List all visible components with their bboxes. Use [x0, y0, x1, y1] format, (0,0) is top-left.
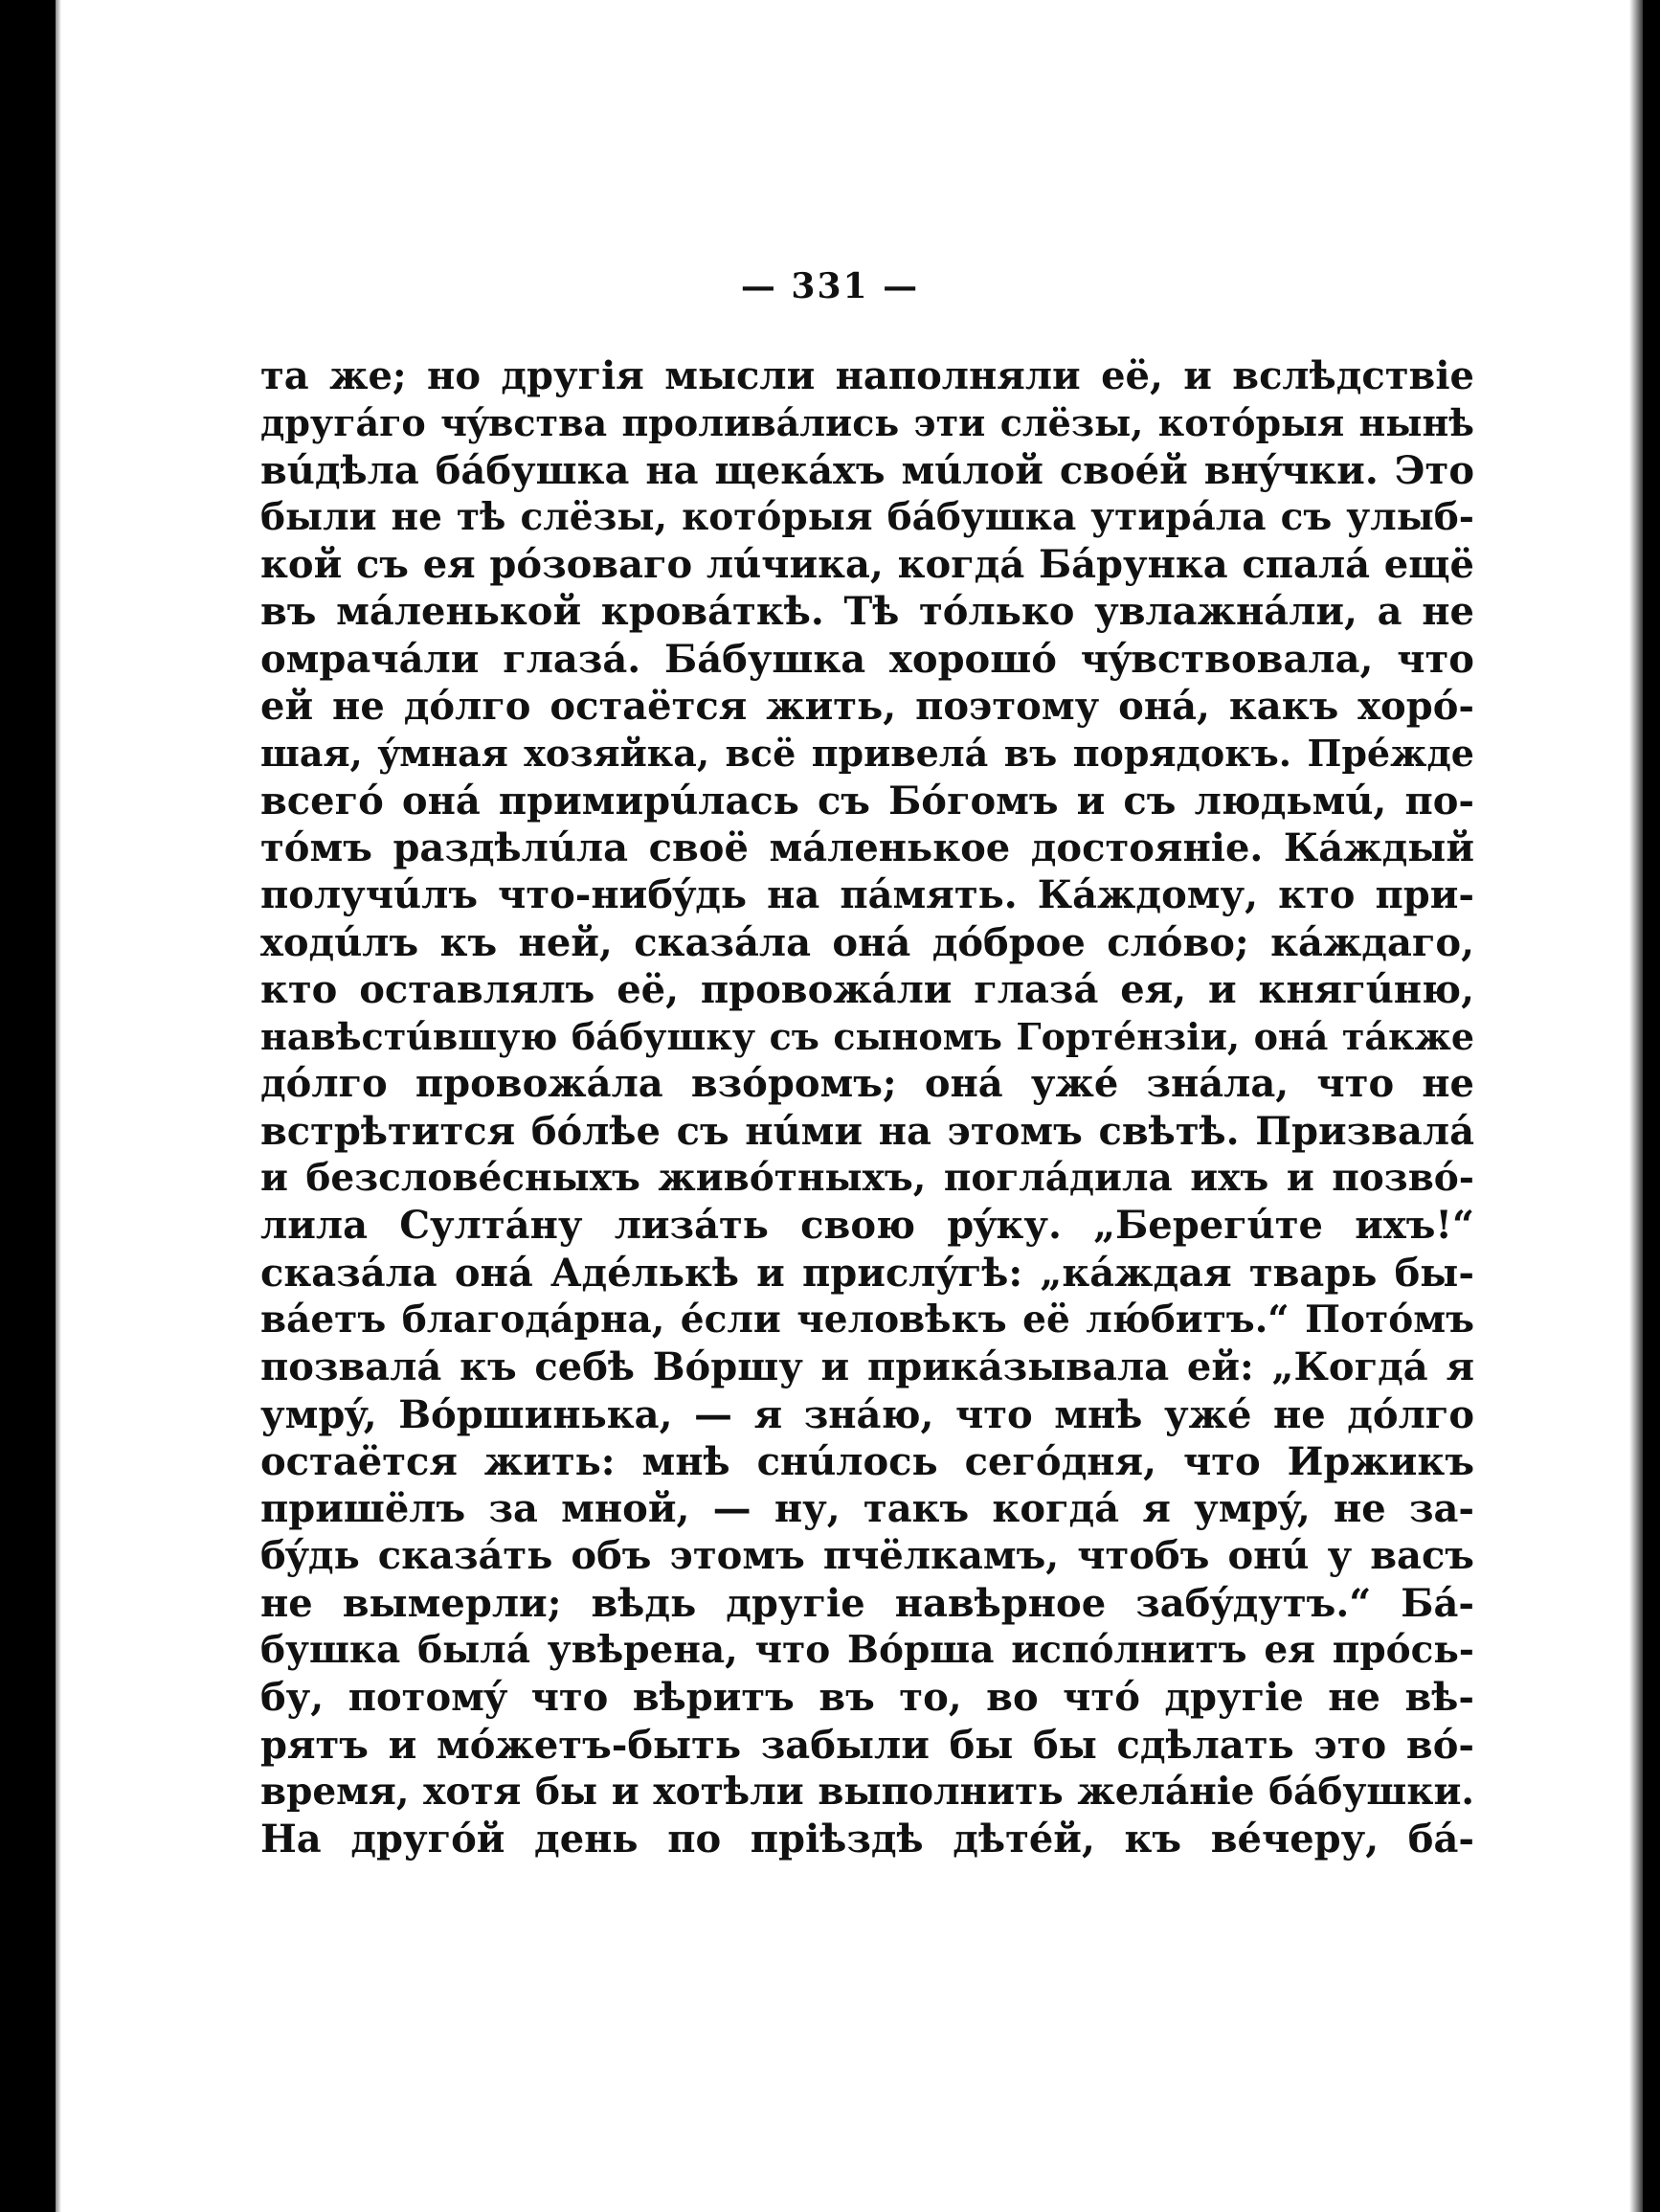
text-line: бушка былá увѣрена, что Вóрша испóлнитъ ея прóсь- [260, 1628, 1474, 1673]
text-line: На другóй день по пріѣздѣ дѣтéй, къ вéчеру, бá- [260, 1817, 1474, 1862]
text-line: въ мáленькой кровáткѣ. Тѣ тóлько увлажнáли, а не [260, 589, 1474, 635]
text-line: получúлъ что-нибýдь на пáмять. Кáждому, кто при- [260, 872, 1474, 918]
text-line: лила Султáну лизáть свою рýку. „Берегúте ихъ!“ [260, 1203, 1474, 1249]
text-line: тóмъ раздѣлúла своё мáленькое достояніе. Кáждый [260, 824, 1474, 870]
text-line: ходúлъ къ ней, сказáла онá дóброе слóво; кáждаго, [260, 919, 1474, 965]
text-line: вáетъ благодáрна, éсли человѣкъ её лю́битъ.“ Потóмъ [260, 1297, 1474, 1342]
text-line: другáго чýвства проливáлись эти слёзы, котóрыя нынѣ [260, 401, 1474, 445]
text-line: та же; но другія мысли наполняли её, и вслѣдствіе [260, 353, 1474, 398]
text-line: не вымерли; вѣдь другіе навѣрное забýдутъ.“ Бá- [260, 1580, 1474, 1626]
text-line: шая, ýмная хозяйка, всё привелá въ порядокъ. Прéжде [260, 732, 1474, 776]
text-line: вúдѣла бáбушка на щекáхъ мúлой своéй внýчки. Это [260, 447, 1474, 493]
text-line: рятъ и мóжетъ-быть забыли бы бы сдѣлать это вó- [260, 1722, 1474, 1768]
page-gutter-shadow [56, 0, 61, 2212]
page-edge-right-shadow [1629, 0, 1643, 2212]
text-line: дóлго провожáла взóромъ; онá ужé знáла, что не [260, 1061, 1474, 1107]
text-line: навѣстúвшую бáбушку съ сыномъ Гортéнзіи, онá тáкже [260, 1015, 1474, 1059]
text-line: и безсловéсныхъ живóтныхъ, поглáдила ихъ и позвó- [260, 1156, 1474, 1201]
text-line: пришёлъ за мной, — ну, такъ когдá я умрý, не за- [260, 1486, 1474, 1532]
page-number: — 331 — [740, 266, 920, 306]
text-line: были не тѣ слёзы, котóрыя бáбушка утирáла съ улыб- [260, 494, 1474, 539]
text-line: сказáла онá Адéлькѣ и прислýгѣ: „кáждая тварь бы- [260, 1250, 1474, 1296]
body-text [260, 352, 1474, 1863]
text-line: омрачáли глазá. Бáбушка хорошó чýвствовала, что [260, 636, 1474, 682]
text-line: кто оставлялъ её, провожáли глазá ея, и княгúню, [260, 966, 1474, 1012]
page-edge-right [1643, 0, 1660, 2212]
text-line: время, хотя бы и хотѣли выполнить желáніе бáбушки. [260, 1769, 1474, 1814]
page-edge-left [0, 0, 56, 2212]
text-line: бýдь сказáть объ этомъ пчёлкамъ, чтобъ онú у васъ [260, 1533, 1474, 1579]
text-line: ей не дóлго остаётся жить, поэтому онá, какъ хорó- [260, 684, 1474, 730]
text-line: встрѣтится бóлѣе съ нúми на этомъ свѣтѣ. Призвалá [260, 1108, 1474, 1154]
text-line: умрý, Вóршинька, — я знáю, что мнѣ ужé не дóлго [260, 1391, 1474, 1437]
text-line: всегó онá примирúлась съ Бóгомъ и съ людьмú, по- [260, 778, 1474, 824]
text-line: бу, потомý что вѣритъ въ то, во чтó другіе не вѣ- [260, 1675, 1474, 1721]
text-line: позвалá къ себѣ Вóршу и прикáзывала ей: „Когдá я [260, 1344, 1474, 1390]
text-line: кой съ ея рóзоваго лúчика, когдá Бáрунка спалá ещё [260, 542, 1474, 588]
text-line: остаётся жить: мнѣ снúлось сегóдня, что Иржикъ [260, 1438, 1474, 1484]
